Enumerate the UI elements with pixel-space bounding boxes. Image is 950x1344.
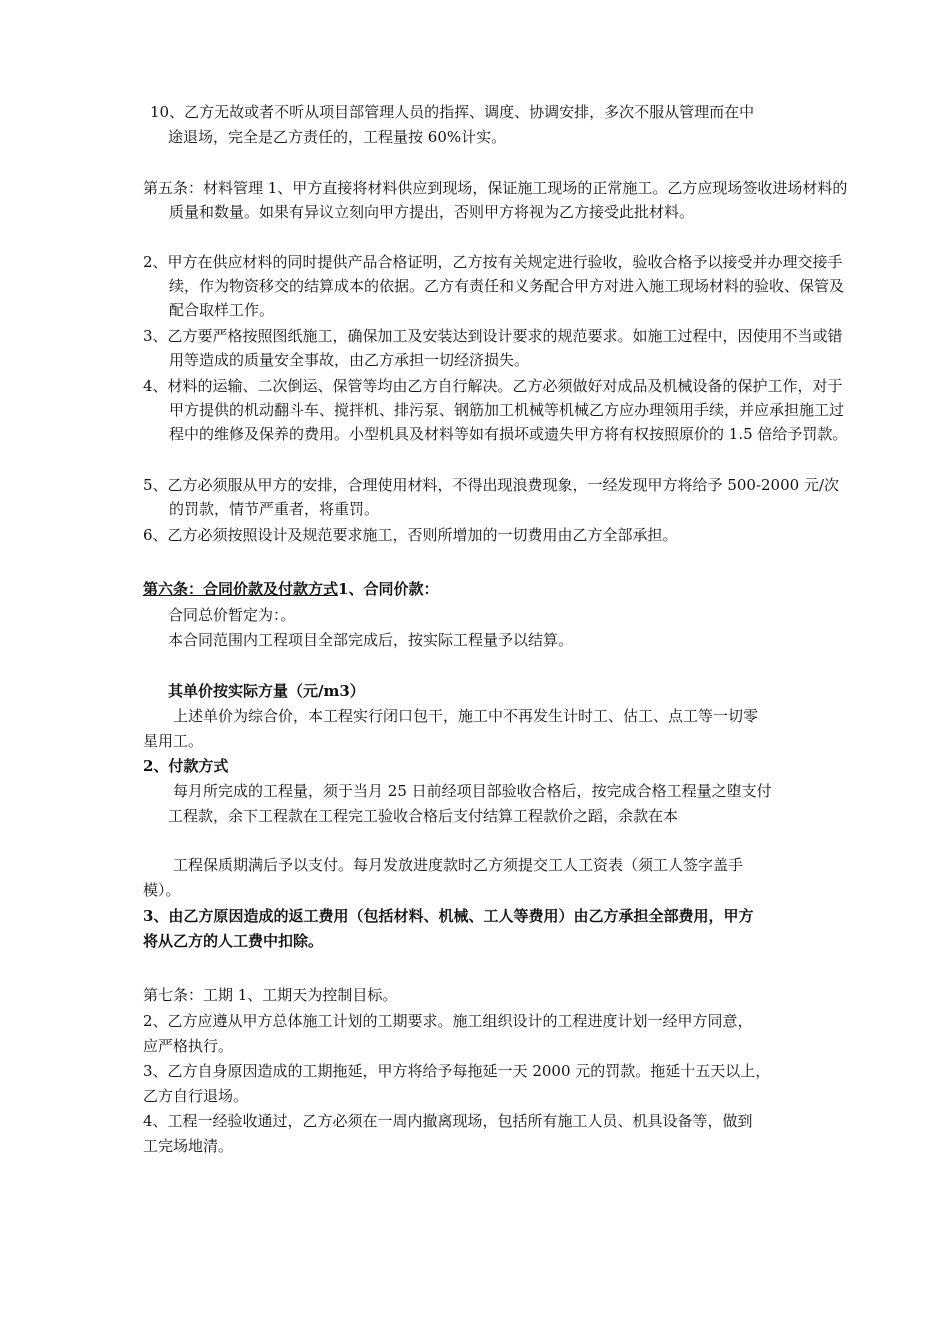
- clause5-item4: 4、材料的运输、二次倒运、保管等均由乙方自行解决。乙方必须做好对成品及机械设备的保护工作，对于甲方提供的机动翻斗车、搅拌机、排污泵、钢筋加工机械等机械乙方应办理领用手续，并应承担施工过程中的维修及保养的费用。小型机具及材料等如有损坏或遗失甲方将有权按照原价的 1.5 倍给予罚款。: [143, 377, 848, 443]
- clause7-item3-line1: 3、乙方自身原因造成的工期拖延，甲方将给予每拖延一天 2000 元的罚款。拖延十五天以上，: [143, 1062, 771, 1080]
- clause4-item10-line1: 10、乙方无故或者不听从项目部管理人员的指挥、调度、协调安排，多次不服从管理而在中: [150, 103, 755, 121]
- clause6-heading-title: 第六条：合同价款及付款方式: [143, 580, 339, 598]
- clause7-item4-line2: 工完场地清。: [143, 1137, 234, 1155]
- clause6-pay-text-line1: 每月所完成的工程量，须于当月 25 日前经项目部验收合格后，按完成合格工程量之堕支付: [173, 782, 772, 800]
- clause5-item3: 3、乙方要严格按照图纸施工，确保加工及安装达到设计要求的规范要求。如施工过程中，因使用不当或错用等造成的质量安全事故，由乙方承担一切经济损失。: [143, 327, 843, 369]
- clause5-intro: 第五条：材料管理 1、甲方直接将材料供应到现场，保证施工现场的正常施工。乙方应现场签收进场材料的质量和数量。如果有异议立刻向甲方提出，否则甲方将视为乙方接受此批材料。: [143, 179, 848, 221]
- clause7-item3-line2: 乙方自行退场。: [143, 1087, 249, 1105]
- clause6-warranty-line1: 工程保质期满后予以支付。每月发放进度款时乙方须提交工人工资表（须工人签字盖手: [173, 856, 744, 874]
- clause5-item6: 6、乙方必须按照设计及规范要求施工，否则所增加的一切费用由乙方全部承担。: [143, 526, 678, 544]
- clause6-heading-sub: 1、合同价款：: [338, 580, 439, 598]
- clause7-item4-line1: 4、工程一经验收通过，乙方必须在一周内撤离现场，包括所有施工人员、机具设备等，做到: [143, 1112, 753, 1130]
- clause6-pay-heading: 2、付款方式: [143, 757, 229, 775]
- clause6-item3-line1: 3、由乙方原因造成的返工费用（包括材料、机械、工人等费用）由乙方承担全部费用，甲方: [143, 907, 754, 925]
- clause6-unit-text-line1: 上述单价为综合价，本工程实行闭口包干，施工中不再发生计时工、估工、点工等一切零: [173, 707, 759, 725]
- clause5-item2: 2、甲方在供应材料的同时提供产品合格证明，乙方按有关规定进行验收，验收合格予以接受并办理交接手续，作为物资移交的结算成本的依据。乙方有责任和义务配合甲方对进入施工现场材料的验收、保管及配合取样工作。: [143, 253, 845, 319]
- clause6-item3-line2: 将从乙方的人工费中扣除。: [143, 932, 324, 950]
- clause7-intro: 第七条：工期 1、工期天为控制目标。: [143, 986, 398, 1004]
- clause6-unit-heading: 其单价按实际方量（元/m3）: [168, 682, 365, 700]
- clause4-item10-line2: 途退场，完全是乙方责任的，工程量按 60%计实。: [168, 128, 507, 146]
- clause6-unit-text-line2: 星用工。: [143, 732, 204, 750]
- clause5-item5: 5、乙方必须服从甲方的安排，合理使用材料，不得出现浪费现象，一经发现甲方将给予 500-2000 元/次的罚款，情节严重者，将重罚。: [143, 476, 840, 518]
- clause6-warranty-line2: 模）。: [143, 881, 181, 899]
- clause6-pay-text-line2: 工程款，余下工程款在工程完工验收合格后支付结算工程款价之蹈，余款在本: [168, 807, 679, 825]
- clause7-item2-line2: 应严格执行。: [143, 1037, 234, 1055]
- clause6-settle: 本合同范围内工程项目全部完成后，按实际工程量予以结算。: [168, 631, 574, 649]
- clause6-total: 合同总价暂定为：。: [168, 606, 296, 624]
- clause6-heading: [143, 577, 843, 601]
- clause7-item2-line1: 2、乙方应遵从甲方总体施工计划的工期要求。施工组织设计的工程进度计划一经甲方同意，: [143, 1012, 753, 1030]
